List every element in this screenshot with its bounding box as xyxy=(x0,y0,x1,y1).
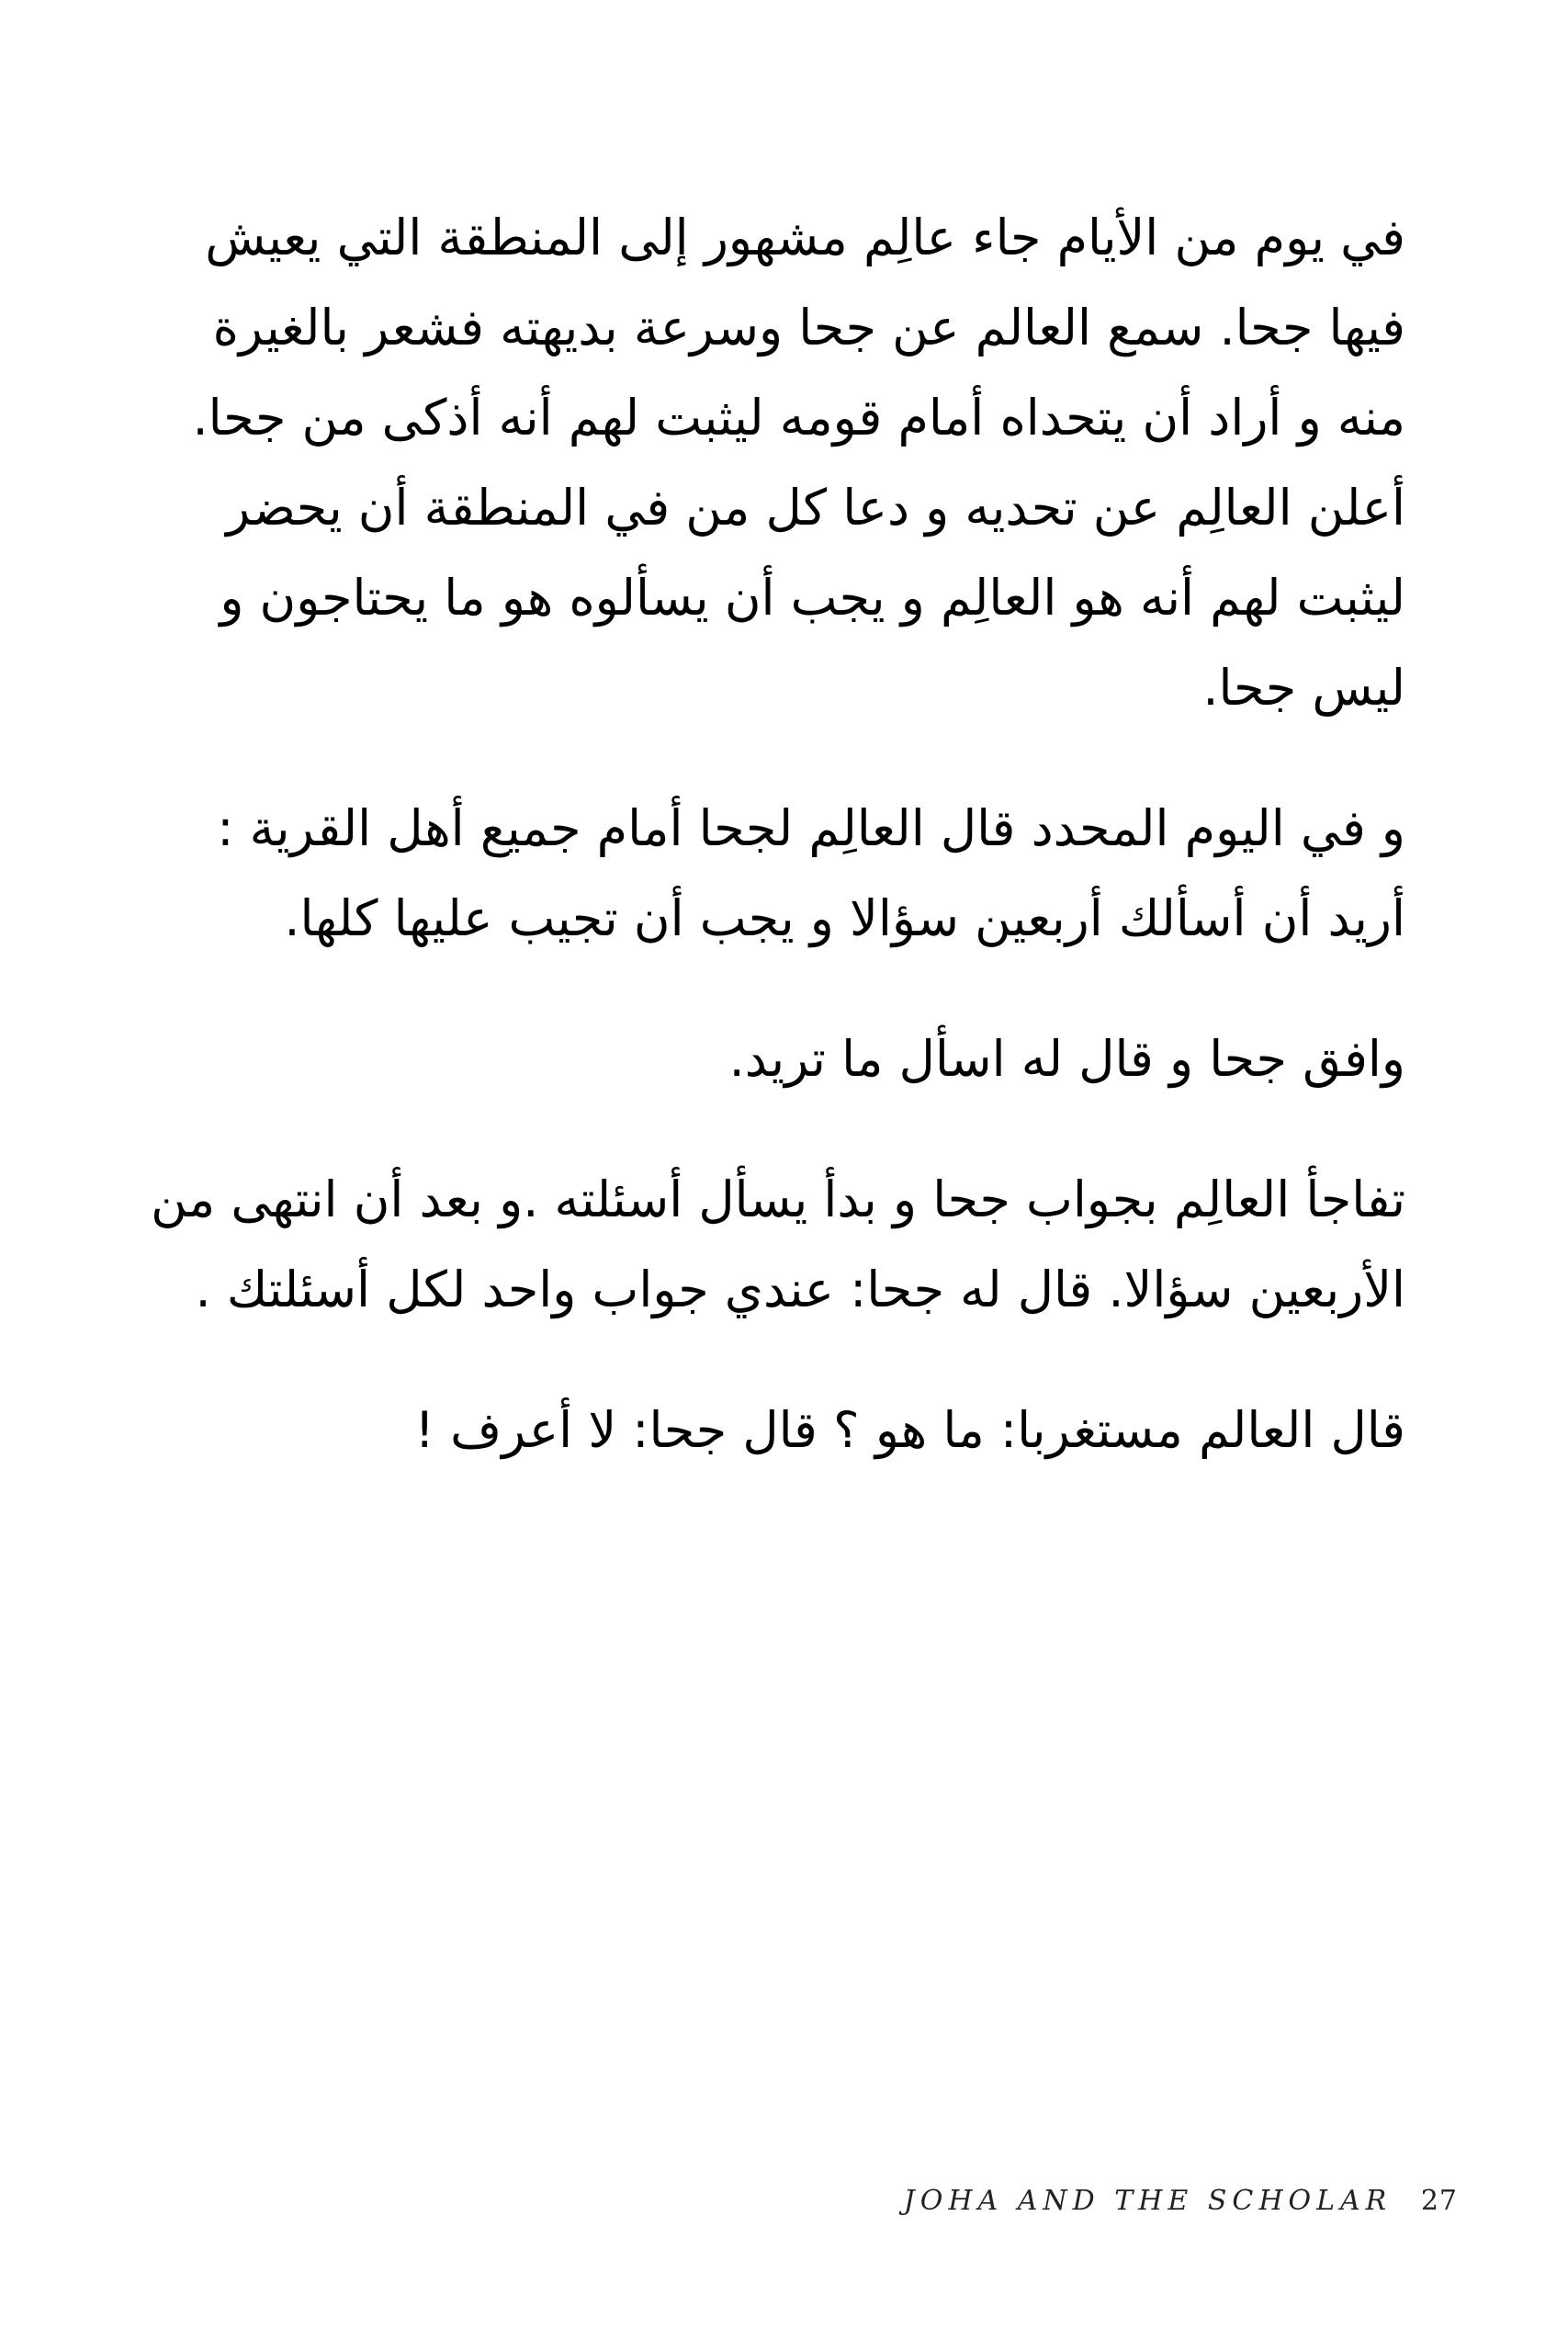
paragraph-3: وافق جحا و قال له اسأل ما تريد. xyxy=(728,1030,1405,1088)
paragraph-5: قال العالم مستغربا: ما هو ؟ قال جحا: لا أعرف ! xyxy=(414,1401,1405,1459)
paragraph-4: تفاجأ العالِم بجواب جحا و بدأ يسأل أسئلته .و بعد أن انتهى من الأربعين سؤالا. قال له جحا: عندي جواب واحد لكل أسئلتك . xyxy=(151,1170,1405,1318)
page-number: 27 xyxy=(1420,2185,1458,2217)
story-text xyxy=(138,193,1405,1526)
paragraph-1: في يوم من الأيام جاء عالِم مشهور إلى المنطقة التي يعيش فيها جحا. سمع العالم عن جحا وسرعة بديهته فشعر بالغيرة منه و أراد أن يتحداه أمام قومه ليثبت لهم أنه أذكى من جحا. أعلن العالِم عن تحديه و دعا كل من في المنطقة أن يحضر ليثبت لهم أنه هو العالِم و يجب أن يسألوه هو ما يحتاجون و ليس جحا. xyxy=(192,209,1405,717)
paragraph-2: و في اليوم المحدد قال العالِم لجحا أمام جميع أهل القرية : أريد أن أسألك أربعين سؤالا و يجب أن تجيب عليها كلها. xyxy=(217,799,1405,947)
running-title: JOHA AND THE SCHOLAR xyxy=(903,2185,1393,2217)
page-footer xyxy=(904,2185,1458,2217)
